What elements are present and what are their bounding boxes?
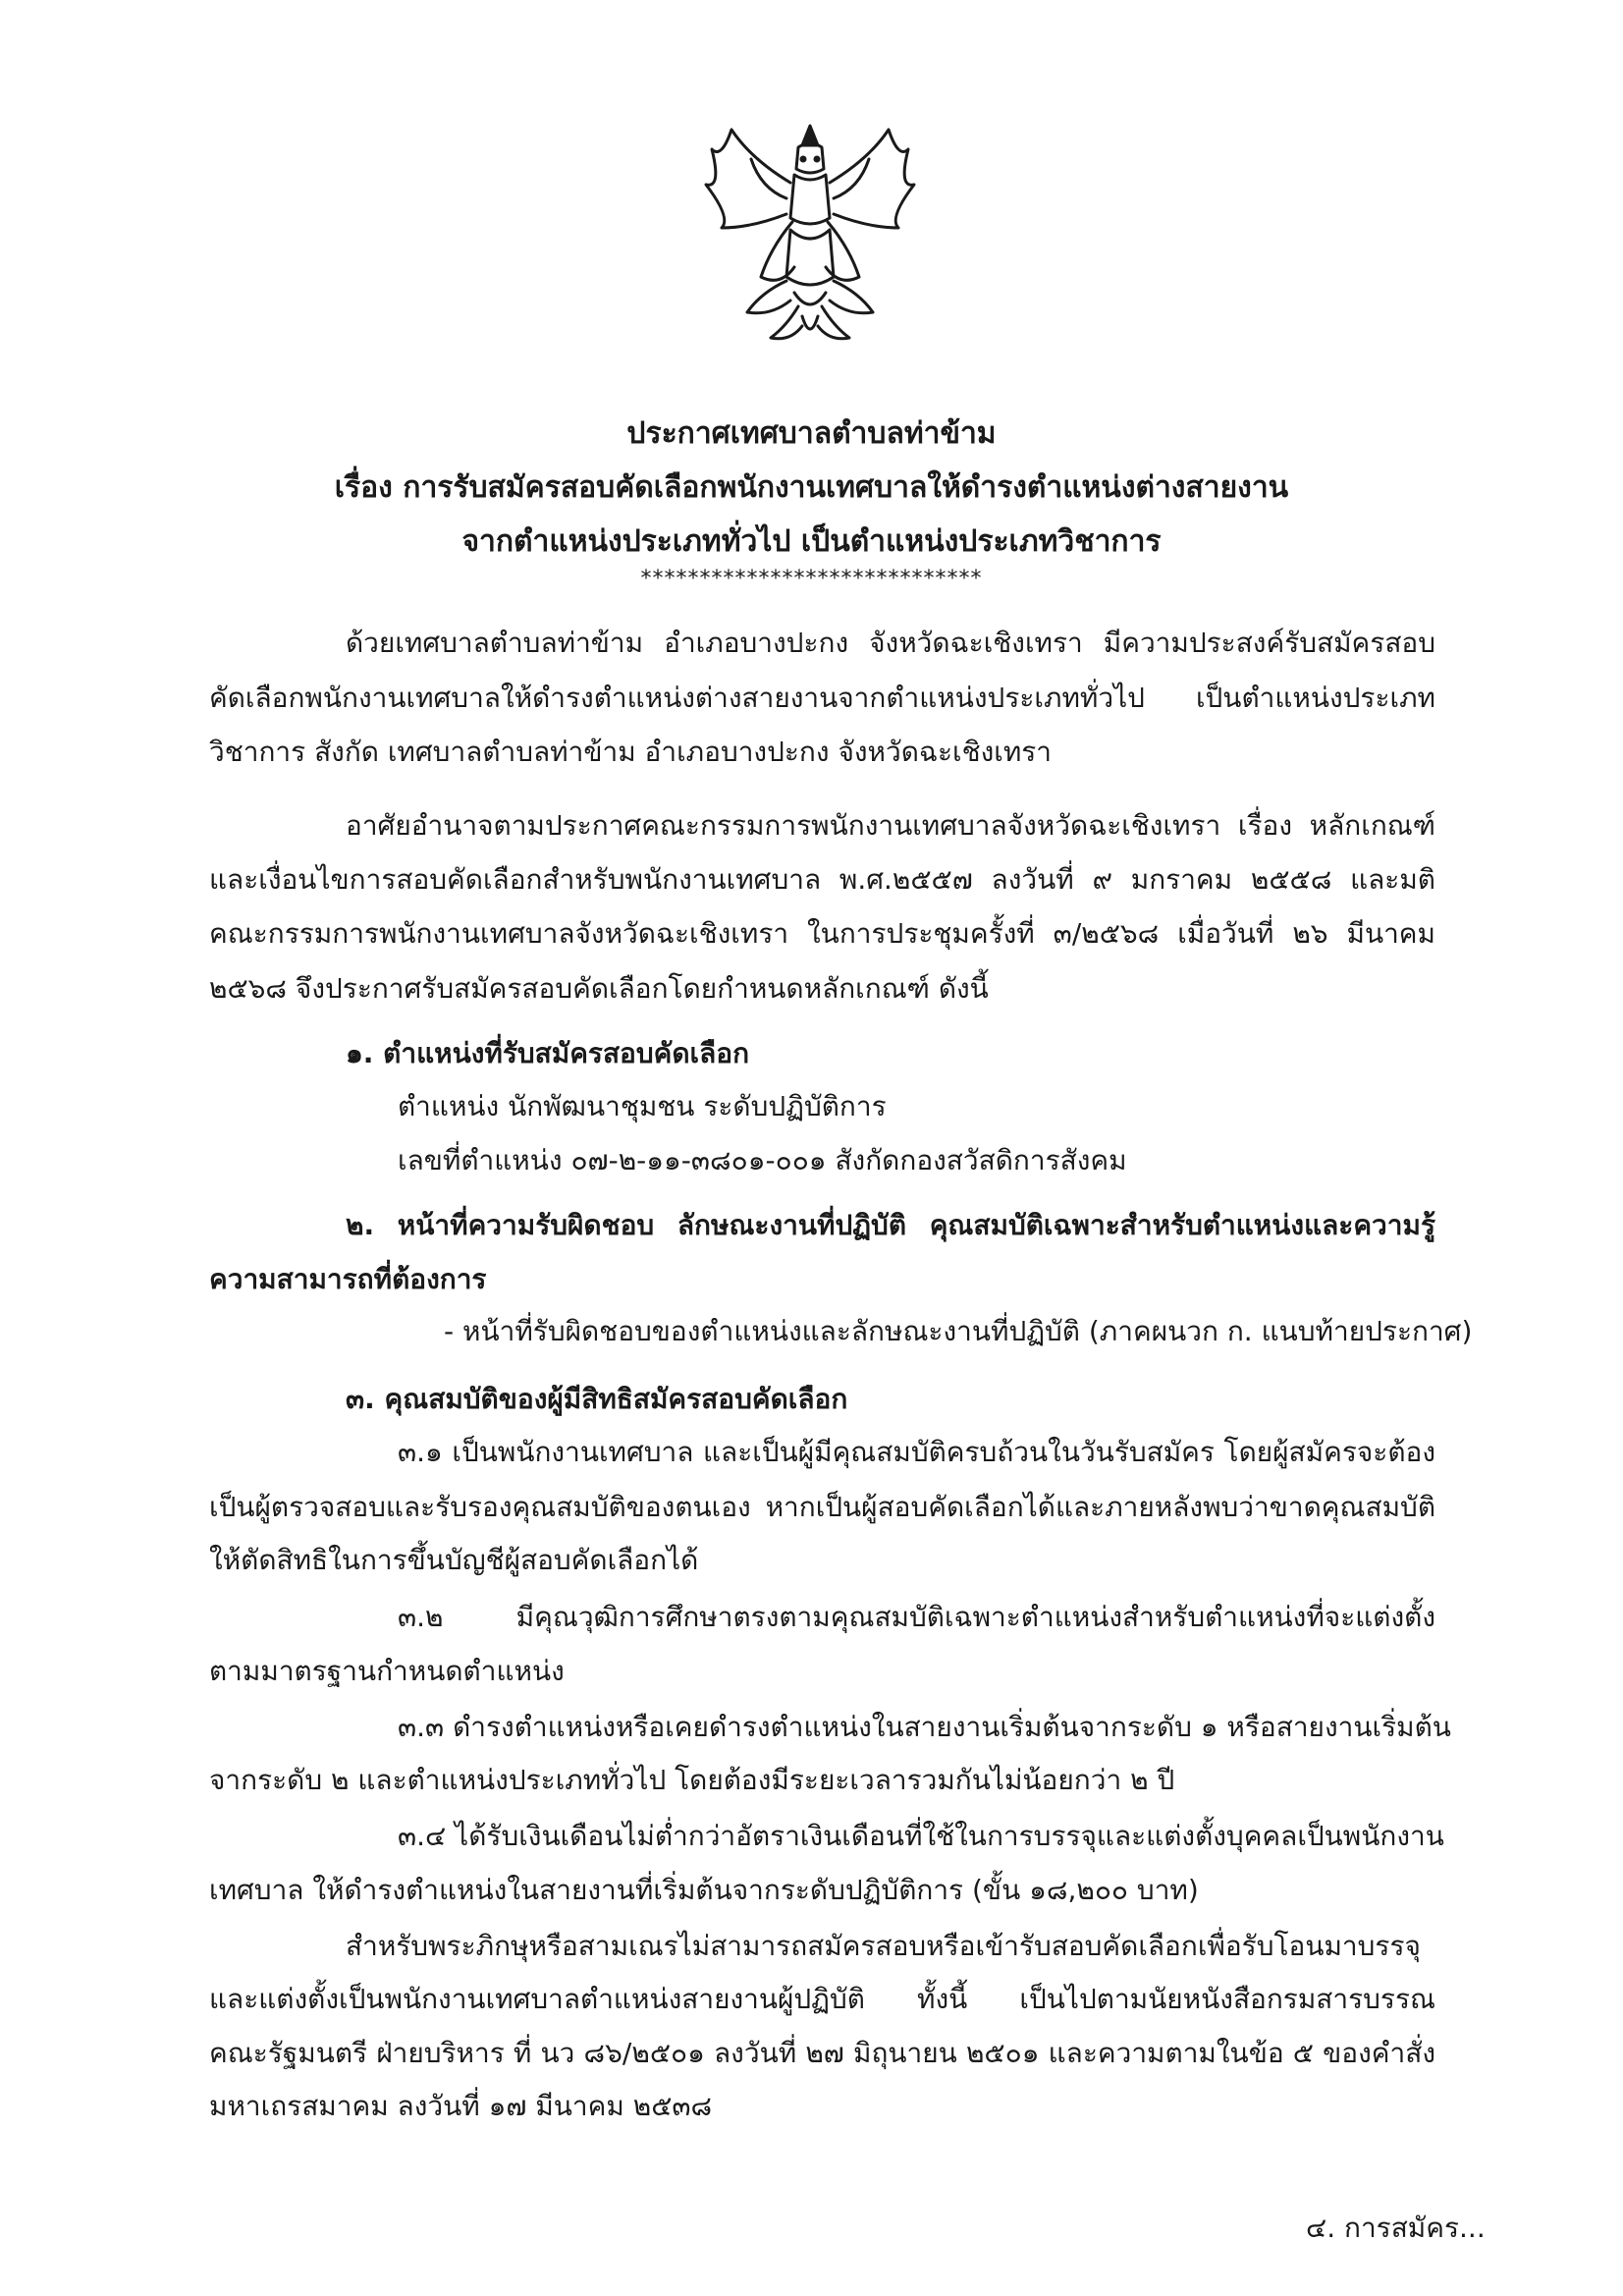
qualification-line: ให้ตัดสิทธิในการขึ้นบัญชีผู้สอบคัดเลือกได้ xyxy=(209,1544,699,1576)
section-3-heading: ๓. คุณสมบัติของผู้มีสิทธิสมัครสอบคัดเลือก xyxy=(346,1383,848,1415)
qualification-line: เป็นผู้ตรวจสอบและรับรองคุณสมบัติของตนเอง หากเป็นผู้สอบคัดเลือกได้และภายหลังพบว่าขาดคุณสมบัติ xyxy=(209,1491,1435,1523)
qualification-line: ตามมาตรฐานกำหนดตำแหน่ง xyxy=(209,1655,565,1687)
monk-note-line: มหาเถรสมาคม ลงวันที่ ๑๗ มีนาคม ๒๕๓๘ xyxy=(209,2090,713,2122)
qualification-line: ๓.๔ ได้รับเงินเดือนไม่ต่ำกว่าอัตราเงินเดือนที่ใช้ในการบรรจุและแต่งตั้งบุคคลเป็นพนักงาน xyxy=(398,1820,1444,1852)
monk-note-line: และแต่งตั้งเป็นพนักงานเทศบาลตำแหน่งสายงานผู้ปฏิบัติ ทั้งนี้ เป็นไปตามนัยหนังสือกรมสารบรรณ xyxy=(209,1983,1435,2015)
authority-line: และเงื่อนไขการสอบคัดเลือกสำหรับพนักงานเทศบาล พ.ศ.๒๕๕๗ ลงวันที่ ๙ มกราคม ๒๕๕๘ และมติ xyxy=(209,863,1435,896)
intro-line: คัดเลือกพนักงานเทศบาลให้ดำรงตำแหน่งต่างสายงานจากตำแหน่งประเภททั่วไป เป็นตำแหน่งประเภท xyxy=(209,682,1435,714)
garuda-emblem-icon xyxy=(692,120,928,348)
announcement-title: ประกาศเทศบาลตำบลท่าข้าม xyxy=(626,416,997,451)
position-title: ตำแหน่ง นักพัฒนาชุมชน ระดับปฏิบัติการ xyxy=(398,1090,887,1122)
qualification-line: ๓.๒ มีคุณวุฒิการศึกษาตรงตามคุณสมบัติเฉพาะตำแหน่งสำหรับตำแหน่งที่จะแต่งตั้ง xyxy=(398,1601,1435,1633)
qualification-line: ๓.๓ ดำรงตำแหน่งหรือเคยดำรงตำแหน่งในสายงานเริ่มต้นจากระดับ ๑ หรือสายงานเริ่มต้น xyxy=(398,1711,1451,1743)
continuation-note: ๔. การสมัคร... xyxy=(1306,2212,1486,2244)
section-2-item: - หน้าที่รับผิดชอบของตำแหน่งและลักษณะงานที่ปฏิบัติ (ภาคผนวก ก. แนบท้ายประกาศ) xyxy=(444,1315,1473,1347)
authority-line: อาศัยอำนาจตามประกาศคณะกรรมการพนักงานเทศบาลจังหวัดฉะเชิงเทรา เรื่อง หลักเกณฑ์ xyxy=(346,809,1435,842)
monk-note-line: คณะรัฐมนตรี ฝ่ายบริหาร ที่ นว ๘๖/๒๕๐๑ ลงวันที่ ๒๗ มิถุนายน ๒๕๐๑ และความตามในข้อ ๕ ของคำสั่ง xyxy=(209,2037,1435,2069)
authority-line: ๒๕๖๘ จึงประกาศรับสมัครสอบคัดเลือกโดยกำหนดหลักเกณฑ์ ดังนี้ xyxy=(209,972,989,1005)
section-1-heading: ๑. ตำแหน่งที่รับสมัครสอบคัดเลือก xyxy=(346,1037,750,1069)
section-2-heading-line2: ความสามารถที่ต้องการ xyxy=(209,1263,487,1295)
monk-note-line: สำหรับพระภิกษุหรือสามเณรไม่สามารถสมัครสอบหรือเข้ารับสอบคัดเลือกเพื่อรับโอนมาบรรจุ xyxy=(346,1930,1421,1962)
authority-line: คณะกรรมการพนักงานเทศบาลจังหวัดฉะเชิงเทรา ในการประชุมครั้งที่ ๓/๒๕๖๘ เมื่อวันที่ ๒๖ มีนาคม xyxy=(209,917,1435,950)
qualification-line: จากระดับ ๒ และตำแหน่งประเภททั่วไป โดยต้องมีระยะเวลารวมกันไม่น้อยกว่า ๒ ปี xyxy=(209,1764,1175,1796)
section-2-heading: ๒. หน้าที่ความรับผิดชอบ ลักษณะงานที่ปฏิบัติ คุณสมบัติเฉพาะสำหรับตำแหน่งและความรู้ xyxy=(346,1209,1435,1241)
announcement-subject-line2: จากตำแหน่งประเภททั่วไป เป็นตำแหน่งประเภทวิชาการ xyxy=(461,524,1162,559)
intro-line: ด้วยเทศบาลตำบลท่าข้าม อำเภอบางปะกง จังหวัดฉะเชิงเทรา มีความประสงค์รับสมัครสอบ xyxy=(346,627,1435,659)
star-divider: ***************************** xyxy=(640,567,983,591)
announcement-subject: เรื่อง การรับสมัครสอบคัดเลือกพนักงานเทศบาลให้ดำรงตำแหน่งต่างสายงาน xyxy=(334,470,1289,505)
position-number: เลขที่ตำแหน่ง ๐๗-๒-๑๑-๓๘๐๑-๐๐๑ สังกัดกองสวัสดิการสังคม xyxy=(398,1144,1127,1176)
qualification-line: ๓.๑ เป็นพนักงานเทศบาล และเป็นผู้มีคุณสมบัติครบถ้วนในวันรับสมัคร โดยผู้สมัครจะต้อง xyxy=(398,1436,1435,1468)
intro-line: วิชาการ สังกัด เทศบาลตำบลท่าข้าม อำเภอบางปะกง จังหวัดฉะเชิงเทรา xyxy=(209,736,1053,768)
qualification-line: เทศบาล ให้ดำรงตำแหน่งในสายงานที่เริ่มต้นจากระดับปฏิบัติการ (ขั้น ๑๘,๒๐๐ บาท) xyxy=(209,1874,1199,1906)
